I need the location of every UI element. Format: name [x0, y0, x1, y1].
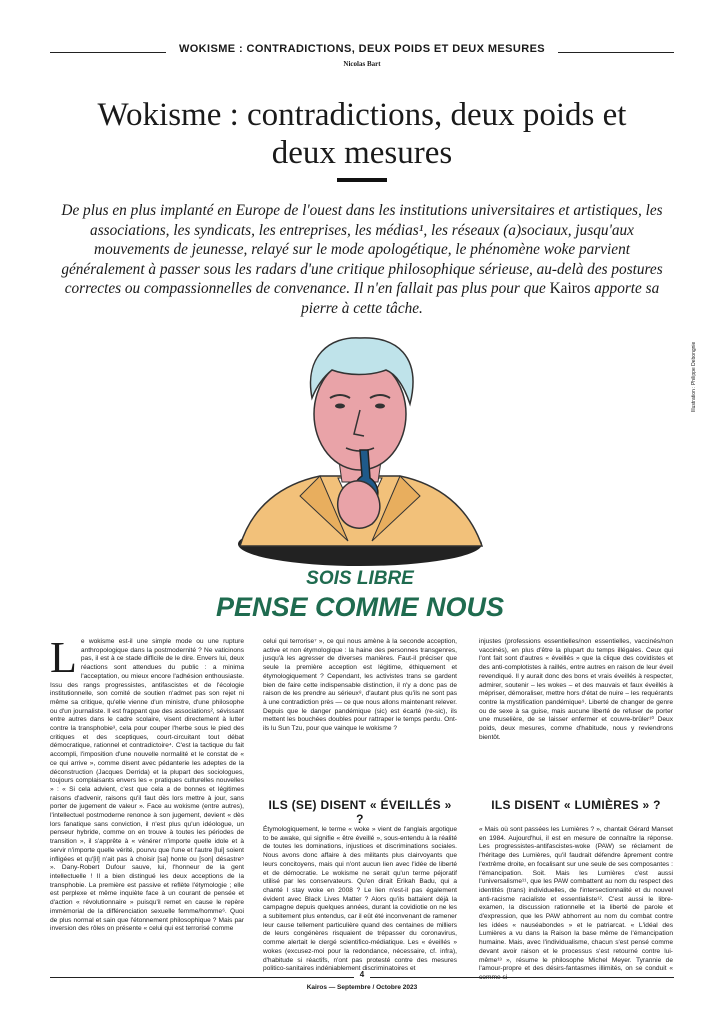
drop-cap: L	[50, 633, 77, 682]
column-3-top-text: injustes (professions essentielles/non essentielles, vaccinés/non vaccinés), en plus d'être la plupart du temps illégales. Ceux qui l'ont fait sont d'autres « éveillés » que la clique des covidistes et des anti-complotistes à raillés, entre autres en raison de leur éveil revendiqué. Il y aurait donc des bons et vrais éveillés à respecter, admirer, soutenir – les wokes – et des mauvais et faux éveillés à mépriser, démoraliser, mettre hors d'état de nuire – les requérants contre la mystification pandémique⁹. Liberté de changer de genre ou de sexe à sa guise, mais aucune liberté de refuser de porter une muselière, de se laisser enfermer et couvre-brûler¹⁰ Deux poids, deux mesures, comme d'habitude, nous y reviendrons bientôt.	[479, 638, 673, 741]
page-number: 4	[359, 970, 365, 979]
article-column-2-top	[263, 638, 457, 790]
subheading-lumieres: ILS DISENT « LUMIÈRES » ?	[491, 798, 661, 812]
title-divider	[337, 178, 387, 182]
author-name: Nicolas Bart	[343, 60, 381, 68]
caption-line-1: SOIS LIBRE	[306, 568, 414, 589]
lead-end: apporte sa pierre à cette tâche.	[301, 280, 660, 317]
footer-rule-left	[50, 977, 354, 978]
hand	[338, 481, 380, 528]
header-rule-left	[50, 52, 166, 53]
column-2-bottom-text: Étymologiquement, le terme « woke » vient de l'anglais argotique to be awake, qui signifie « être éveillé », sous-entendu à la réalité de toutes les dominations, injustices et discriminations sociales. Nous avons donc affaire à des militants plus clairvoyants que leurs concitoyens, mais qui n'ont aucun lien avec l'idée de liberté et de démocratie. Le wokisme ne serait qu'un terme péjoratif utilisé par les conservateurs. Qu'en dirait Erikah Badu, qui a chanté I stay woke en 2008 ? Le lien n'est-il pas également évident avec Black Lives Matter ? Alors qu'ils battaient déjà la campagne depuis quelques années, durant la covidiotie on ne les a subitement plus entendus, car il eût été inconvenant de ramener leur cause tellement particulière quand des centaines de milliers de leurs congénères risquaient de trépasser du coronavirus, comme alertait le clergé scientifico-médiatique. Les « éveillés » wokes (excusez-moi pour la redondance, nécessaire, cf. infra), d'habitude si réactifs, n'ont pas protesté contre des mesures politico-sanitaires indéniablement discriminatoires et	[263, 826, 457, 973]
caption-line-2: PENSE COMME NOUS	[215, 592, 505, 622]
right-eye	[375, 404, 385, 409]
section-title: WOKISME : CONTRADICTIONS, DEUX POIDS ET DEUX MESURES	[178, 43, 546, 55]
article-column-1	[50, 633, 244, 956]
header-rule-right	[558, 52, 674, 53]
lead-text: De plus en plus implanté en Europe de l'ouest dans les institutions universitaires et artistiques, les associations, les syndicats, les entreprises, les médias¹, les réseaux (a)sociaux, jusqu'aux mouvements de jeunesse, relayé sur le mode apologétique, le phénomène woke parvient généralement à passer sous les radars d'une critique philosophique sérieuse, au-delà des postures correctes ou compassionnelles de convenance. Il n'en fallait pas plus pour que	[61, 202, 663, 298]
article-column-3-top	[479, 638, 673, 790]
article-lead	[60, 201, 664, 319]
column-1-text: e wokisme est-il une simple mode ou une rupture anthropologique dans la postmodernité ? Ne vaticinons pas, il est à ce stade difficile de le dire. Envers lui, deux réactions sont attendues du public : a minima l'acceptation, ou mieux encore l'adhésion enthousiaste. Issu des rangs progressistes, antifascistes et de l'écologie institutionnelle, son comité de soutien n'admet pas son rejet ni même sa critique, qu'elle vienne d'un ministre, d'une philosophe ou d'un journaliste. Il est frappant que des associations², sévissant entre autres dans le cadre scolaire, visent directement à lutter contre la transphobie³, cela pour couper l'herbe sous le pied des critiques et des sceptiques, court-circuitant tout débat démocratique, rationnel et contradictoire⁴. C'est la tactique du fait accompli, l'imposition d'une nouvelle normalité et le constat de « ce qui arrive », comme disent avec pédanterie les adeptes de la déconstruction (Jacques Derrida) et la plupart des sociologues, toujours complaisants envers les « pratiques culturelles nouvelles » : « Si cela advient, c'est que cela a de bonnes et légitimes raisons d'advenir, raisons qu'il faut dès lors mettre à jour, sans porter de jugement de valeur ». Face au wokisme (entre autres), l'intellectuel postmoderne renonce à son jugement, devient « dès lors fanatique sans conviction, il n'est plus qu'un idéologue, un penseur hybride, comme on en trouve à toutes les périodes de transition », il s'apprête à « vénérer n'importe quelle idole et à servir n'importe quelle vérité, pourvu que l'une et l'autre [lui] soient infligées et qu'[il] n'ait pas à choisir [sa] honte ou [son] désastre⁵ ». Dany-Robert Dufour sauve, lui, l'honneur de la gent intellectuelle ! Il a bien distingué les deux acceptions de la transphobie. La première est passive et reflète l'étymologie ; elle est perplexe et même inquiète face à un courant de pensée et d'action « révolutionnaire » puisqu'il remet en cause le repère immémorial de la différenciation sexuelle femme/homme⁶. Quoi de plus normal et sain que l'étonnement philosophique ? Mais par inversion des rôles on présente « celui qui est terrorisé comme	[50, 638, 244, 933]
subheading-eveilles: ILS (SE) DISENT « ÉVEILLÉS » ?	[268, 798, 452, 826]
column-3-bottom-text: « Mais où sont passées les Lumières ? », chantait Gérard Manset en 1984. Aujourd'hui, il est en mesure de connaître la réponse. Les progressistes-antifascistes-woke (PAW) se réclament de l'héritage des Lumières, qu'il faudrait défendre âprement contre l'extrême droite, en focalisant sur une seule de ses composantes : l'émancipation. Soit. Mais les Lumières c'est aussi l'universalisme¹¹, que les PAW combattent au nom du respect des identités (trans) individuelles, de l'intersectionnalité et du nouvel anti-racisme racialiste et essentialiste¹². C'est aussi le libre-examen, la discussion rationnelle et la liberté de parole et d'expression, que les PAW abhorrent au nom du combat contre les idées « nauséabondes » et le patriarcat. « L'idéal des Lumières a vu dans la Raison la base même de l'émancipation humaine. Mais, avec l'individualisme, chacun s'est pensé comme devant avoir raison et le processus s'est retourné contre lui-même¹³ », résume le philosophe Michel Meyer. Tyrannie de l'amour-propre et des désirs-fantasmes illimités, on se conduit «	[479, 826, 673, 973]
publication-footer: Kairos — Septembre / Octobre 2023	[306, 984, 418, 991]
footer-rule-right	[370, 977, 674, 978]
article-title: Wokisme : contradictions, deux poids et deux mesures	[97, 97, 627, 171]
left-eye	[335, 404, 345, 409]
portrait-illustration	[200, 326, 520, 626]
article-column-3-bottom	[479, 826, 673, 973]
illustration-credit: Illustration : Philippe Debongnie	[691, 341, 697, 412]
lead-brand: Kairos	[549, 280, 591, 298]
article-column-2-bottom	[263, 826, 457, 973]
column-2-top-text: celui qui terrorise⁷ », ce qui nous amène à la seconde acception, active et non étymologique : la haine des personnes transgenres, jusqu'à les agresser de diverses manières. Faut-il préciser que seule la première acception est légitime, éthiquement et étymologiquement ? Cependant, les activistes trans se gardent bien de faire cette indispensable distinction, il n'y a donc pas de raison de les prendre au sérieux⁸, d'autant plus qu'ils ne sont pas à une contradiction près — ce que nous allons maintenant relever. Depuis que le danger pandémique (sic) est écarté (re-sic), ils mettent les bouchées doubles pour rattraper le temps perdu. Ont-ils lu Sun Tzu, pour que vainque le wokisme ?	[263, 638, 457, 733]
